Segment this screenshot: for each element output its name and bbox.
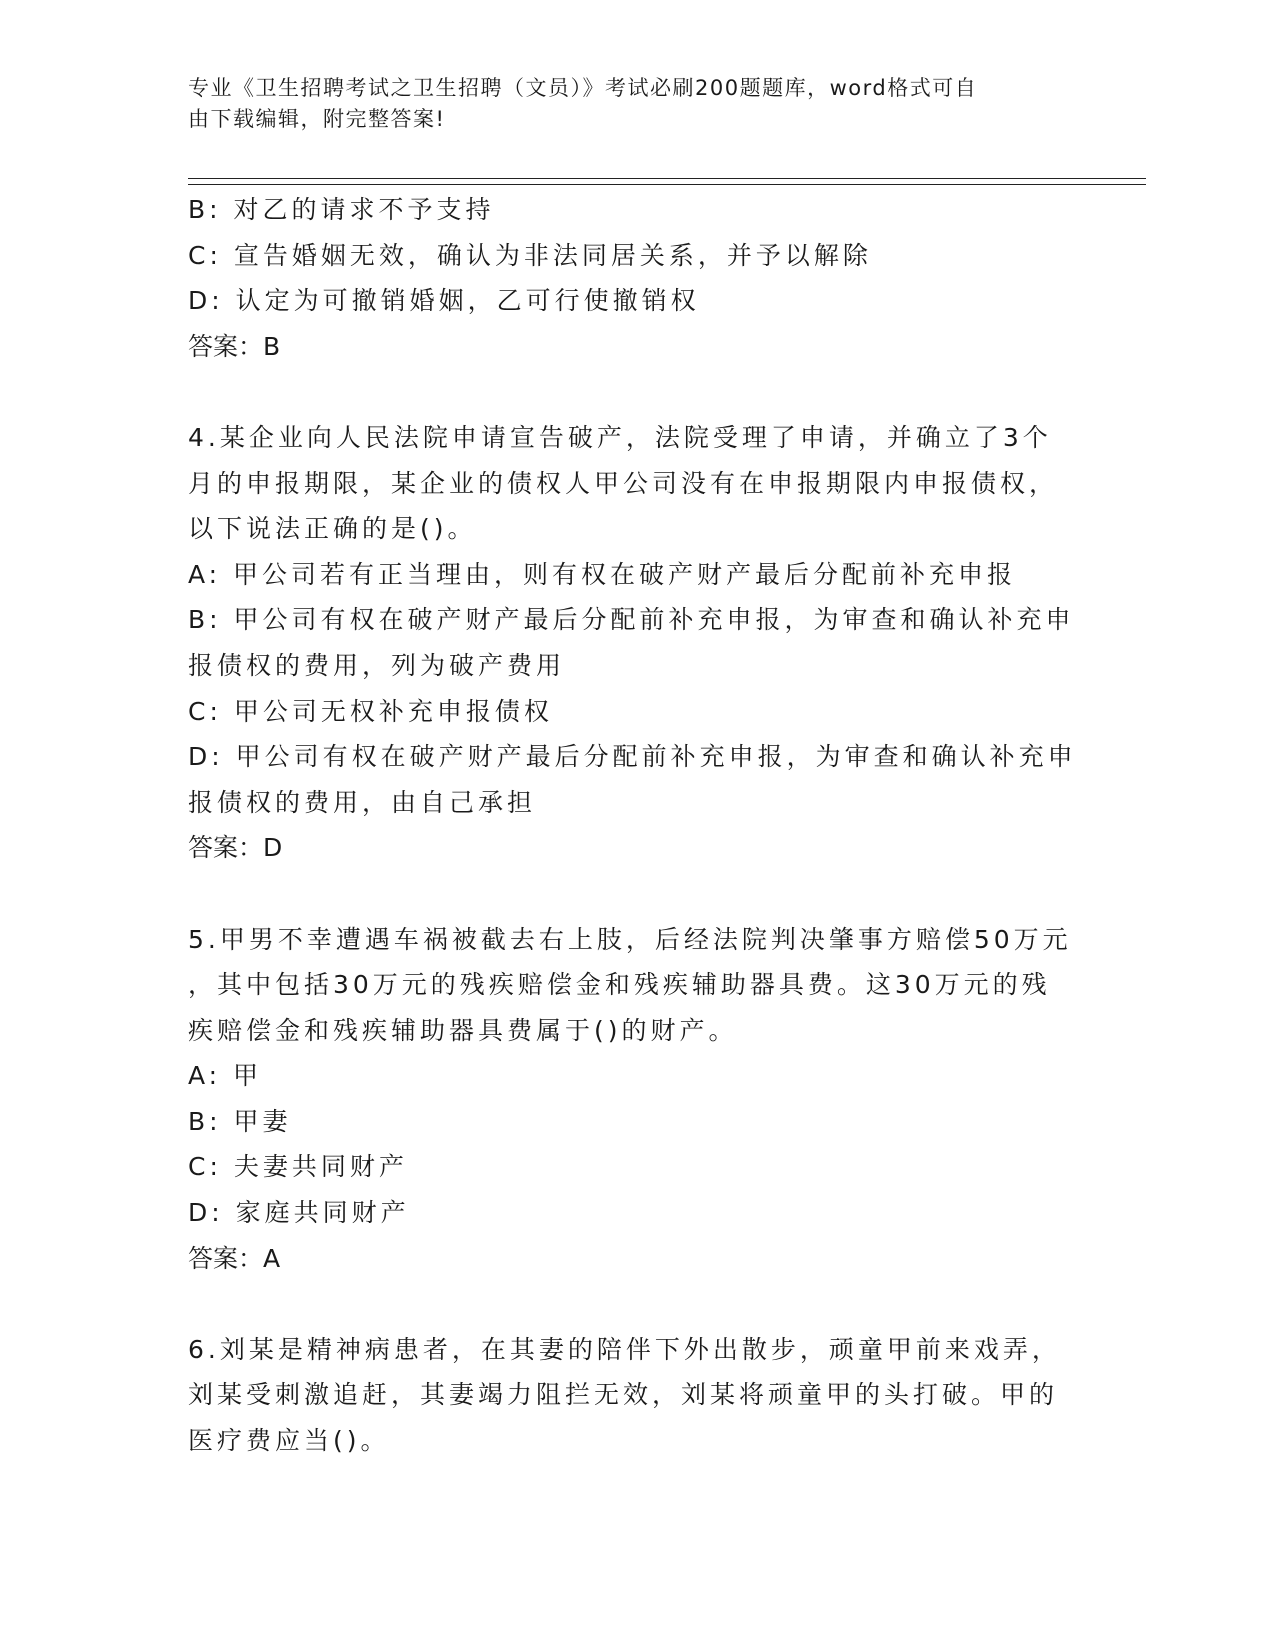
question-content (188, 187, 1088, 1464)
q4-option-a: A: 甲公司若有正当理由，则有权在破产财产最后分配前补充申报 (188, 559, 1017, 589)
header-divider-bottom (188, 184, 1146, 185)
q4-stem-line-1: 4.某企业向人民法院申请宣告破产，法院受理了申请，并确立了3个 (188, 422, 1052, 452)
header-title-line-1: 专业《卫生招聘考试之卫生招聘（文员）》考试必刷200题题库，word格式可自 (188, 76, 978, 100)
q5-stem-line-3: 疾赔偿金和残疾辅助器具费属于()的财产。 (188, 1015, 738, 1045)
header-divider-top (188, 178, 1146, 179)
q3-option-c: C: 宣告婚姻无效，确认为非法同居关系，并予以解除 (188, 240, 872, 270)
q3-option-d: D: 认定为可撤销婚姻，乙可行使撤销权 (188, 286, 700, 316)
spacer (188, 1281, 1088, 1327)
q5-option-b: B: 甲妻 (188, 1106, 292, 1136)
question-4 (188, 415, 1088, 871)
q4-option-d-line-1: D: 甲公司有权在破产财产最后分配前补充申报，为审查和确认补充申 (188, 742, 1077, 772)
q3-answer: 答案：B (188, 331, 281, 361)
q4-option-d-line-2: 报债权的费用，由自己承担 (188, 787, 537, 817)
q5-option-a: A: 甲 (188, 1061, 263, 1091)
q5-option-c: C: 夫妻共同财产 (188, 1152, 408, 1182)
q5-stem-line-1: 5.甲男不幸遭遇车祸被截去右上肢，后经法院判决肇事方赔偿50万元 (188, 924, 1072, 954)
q6-stem-line-1: 6.刘某是精神病患者，在其妻的陪伴下外出散步，顽童甲前来戏弄， (188, 1334, 1061, 1364)
q4-stem-line-2: 月的申报期限，某企业的债权人甲公司没有在申报期限内申报债权， (188, 468, 1059, 498)
q4-option-b-line-1: B: 甲公司有权在破产财产最后分配前补充申报，为审查和确认补充申 (188, 605, 1075, 635)
q4-stem-line-3: 以下说法正确的是()。 (188, 514, 477, 544)
q6-stem-line-2: 刘某受刺激追赶，其妻竭力阻拦无效，刘某将顽童甲的头打破。甲的 (188, 1380, 1059, 1410)
spacer (188, 871, 1088, 917)
document-header (188, 73, 1088, 135)
question-3-tail (188, 187, 1088, 369)
q5-stem-line-2: ，其中包括30万元的残疾赔偿金和残疾辅助器具费。这30万元的残 (188, 970, 1051, 1000)
q4-answer: 答案：D (188, 833, 283, 863)
q5-answer: 答案：A (188, 1243, 281, 1273)
q6-stem-line-3: 医疗费应当()。 (188, 1426, 390, 1456)
q4-option-b-line-2: 报债权的费用，列为破产费用 (188, 650, 566, 680)
header-title-line-2: 由下载编辑，附完整答案! (188, 107, 446, 131)
q5-option-d: D: 家庭共同财产 (188, 1198, 410, 1228)
question-6 (188, 1327, 1088, 1464)
spacer (188, 369, 1088, 415)
question-5 (188, 917, 1088, 1282)
q3-option-b: B: 对乙的请求不予支持 (188, 195, 495, 224)
q4-option-c: C: 甲公司无权补充申报债权 (188, 696, 553, 726)
